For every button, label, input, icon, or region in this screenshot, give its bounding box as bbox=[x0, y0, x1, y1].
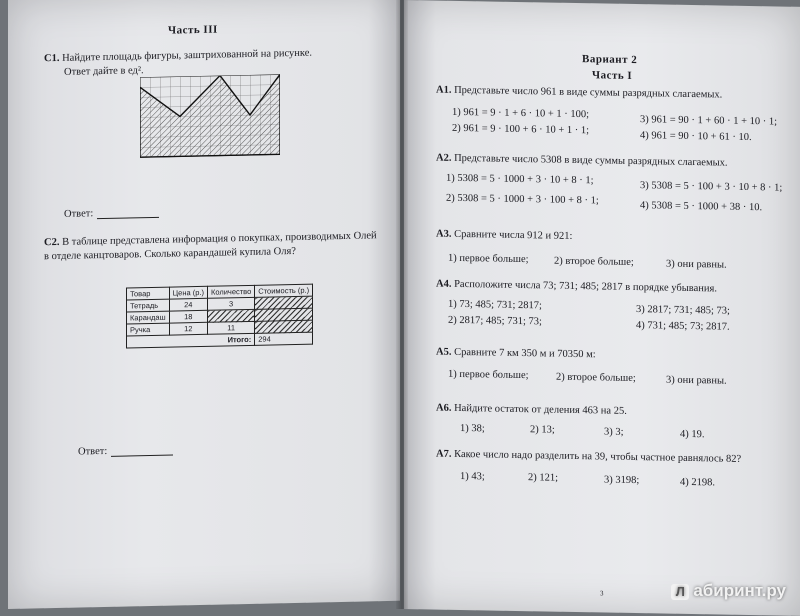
question-a7: А7. Какое число надо разделить на 39, чтобы частное равнялось 82? bbox=[436, 448, 742, 465]
left-page bbox=[8, 0, 400, 609]
answer-option[interactable]: 2) 121; bbox=[528, 472, 559, 484]
labirint-icon: Л bbox=[671, 584, 689, 600]
table-row: Карандаш 18 bbox=[127, 308, 313, 324]
answer-option[interactable]: 3) 2817; 731; 485; 73; bbox=[636, 304, 730, 317]
c1-unit-note: Ответ дайте в ед². bbox=[64, 65, 144, 78]
answer-option[interactable]: 4) 19. bbox=[680, 428, 705, 441]
purchases-table bbox=[126, 284, 313, 349]
answer-option[interactable]: 3) 3; bbox=[604, 426, 624, 438]
c1-question: С1. Найдите площадь фигуры, заштрихованной на рисунке. bbox=[44, 47, 313, 65]
answer-option[interactable]: 1) 73; 485; 731; 2817; bbox=[448, 298, 542, 312]
variant-title: Вариант 2 bbox=[582, 53, 638, 67]
answer-option[interactable]: 2) 5308 = 5 · 1000 + 3 · 100 + 8 · 1; bbox=[446, 192, 599, 207]
answer-option[interactable]: 4) 731; 485; 73; 2817. bbox=[636, 320, 730, 333]
book-spine bbox=[396, 0, 408, 609]
right-page bbox=[404, 0, 800, 616]
question-a6: А6. Найдите остаток от деления 463 на 25. bbox=[436, 402, 627, 417]
answer-option[interactable]: 3) 961 = 90 · 1 + 60 · 1 + 10 · 1; bbox=[640, 114, 778, 128]
question-a1: А1. Представьте число 961 в виде суммы разрядных слагаемых. bbox=[436, 84, 723, 101]
c1-answer-line[interactable] bbox=[97, 207, 159, 219]
answer-option[interactable]: 2) второе больше; bbox=[556, 371, 636, 385]
answer-option[interactable]: 1) 43; bbox=[460, 470, 485, 483]
question-a5: А5. Сравните 7 км 350 м и 70350 м: bbox=[436, 346, 596, 361]
table-header-row: Товар Цена (р.) Количество Стоимость (р.) bbox=[127, 284, 313, 300]
answer-option[interactable]: 1) 38; bbox=[460, 422, 485, 435]
answer-option[interactable]: 1) 5308 = 5 · 1000 + 3 · 10 + 8 · 1; bbox=[446, 172, 594, 187]
answer-option[interactable]: 3) они равны. bbox=[666, 374, 727, 387]
c2-question-line1: С2. В таблице представлена информация о покупках, производимых Олей bbox=[44, 230, 377, 249]
answer-option[interactable]: 2) второе больше; bbox=[554, 255, 634, 269]
table-row: Тетрадь 24 3 bbox=[127, 296, 313, 312]
c1-answer: Ответ: bbox=[64, 207, 159, 220]
answer-option[interactable]: 3) они равны. bbox=[666, 258, 727, 271]
hatched-cell bbox=[207, 309, 254, 322]
shaded-figure bbox=[140, 74, 280, 161]
c2-answer: Ответ: bbox=[78, 445, 173, 458]
part-three-title: Часть III bbox=[168, 23, 218, 37]
answer-option[interactable]: 3) 5308 = 5 · 100 + 3 · 10 + 8 · 1; bbox=[640, 180, 783, 194]
watermark-logo: Л абиринт.ру bbox=[671, 581, 786, 601]
answer-option[interactable]: 2) 2817; 485; 731; 73; bbox=[448, 314, 542, 328]
c2-answer-line[interactable] bbox=[111, 445, 173, 457]
answer-option[interactable]: 3) 3198; bbox=[604, 474, 640, 487]
question-a3: А3. Сравните числа 912 и 921: bbox=[436, 228, 573, 242]
answer-option[interactable]: 4) 5308 = 5 · 1000 + 38 · 10. bbox=[640, 200, 763, 214]
answer-option[interactable]: 4) 2198. bbox=[680, 476, 715, 489]
answer-option[interactable]: 1) первое больше; bbox=[448, 368, 529, 382]
question-a4: А4. Расположите числа 73; 731; 485; 2817 в порядке убывания. bbox=[436, 278, 717, 295]
table-row: Ручка 12 11 bbox=[127, 320, 313, 336]
answer-option[interactable]: 1) 961 = 9 · 1 + 6 · 10 + 1 · 100; bbox=[452, 106, 590, 121]
page-number: 3 bbox=[600, 589, 604, 598]
answer-option[interactable]: 2) 13; bbox=[530, 424, 555, 436]
c2-question-line2: в отделе канцтоваров. Сколько карандашей купила Оля? bbox=[44, 245, 296, 263]
part-one-title: Часть I bbox=[592, 69, 633, 82]
table-total-row: Итого: 294 bbox=[127, 332, 313, 348]
answer-option[interactable]: 4) 961 = 90 · 10 + 61 · 10. bbox=[640, 130, 752, 144]
question-a2: А2. Представьте число 5308 в виде суммы разрядных слагаемых. bbox=[436, 152, 728, 169]
answer-option[interactable]: 1) первое больше; bbox=[448, 252, 529, 266]
answer-option[interactable]: 2) 961 = 9 · 100 + 6 · 10 + 1 · 1; bbox=[452, 122, 590, 137]
